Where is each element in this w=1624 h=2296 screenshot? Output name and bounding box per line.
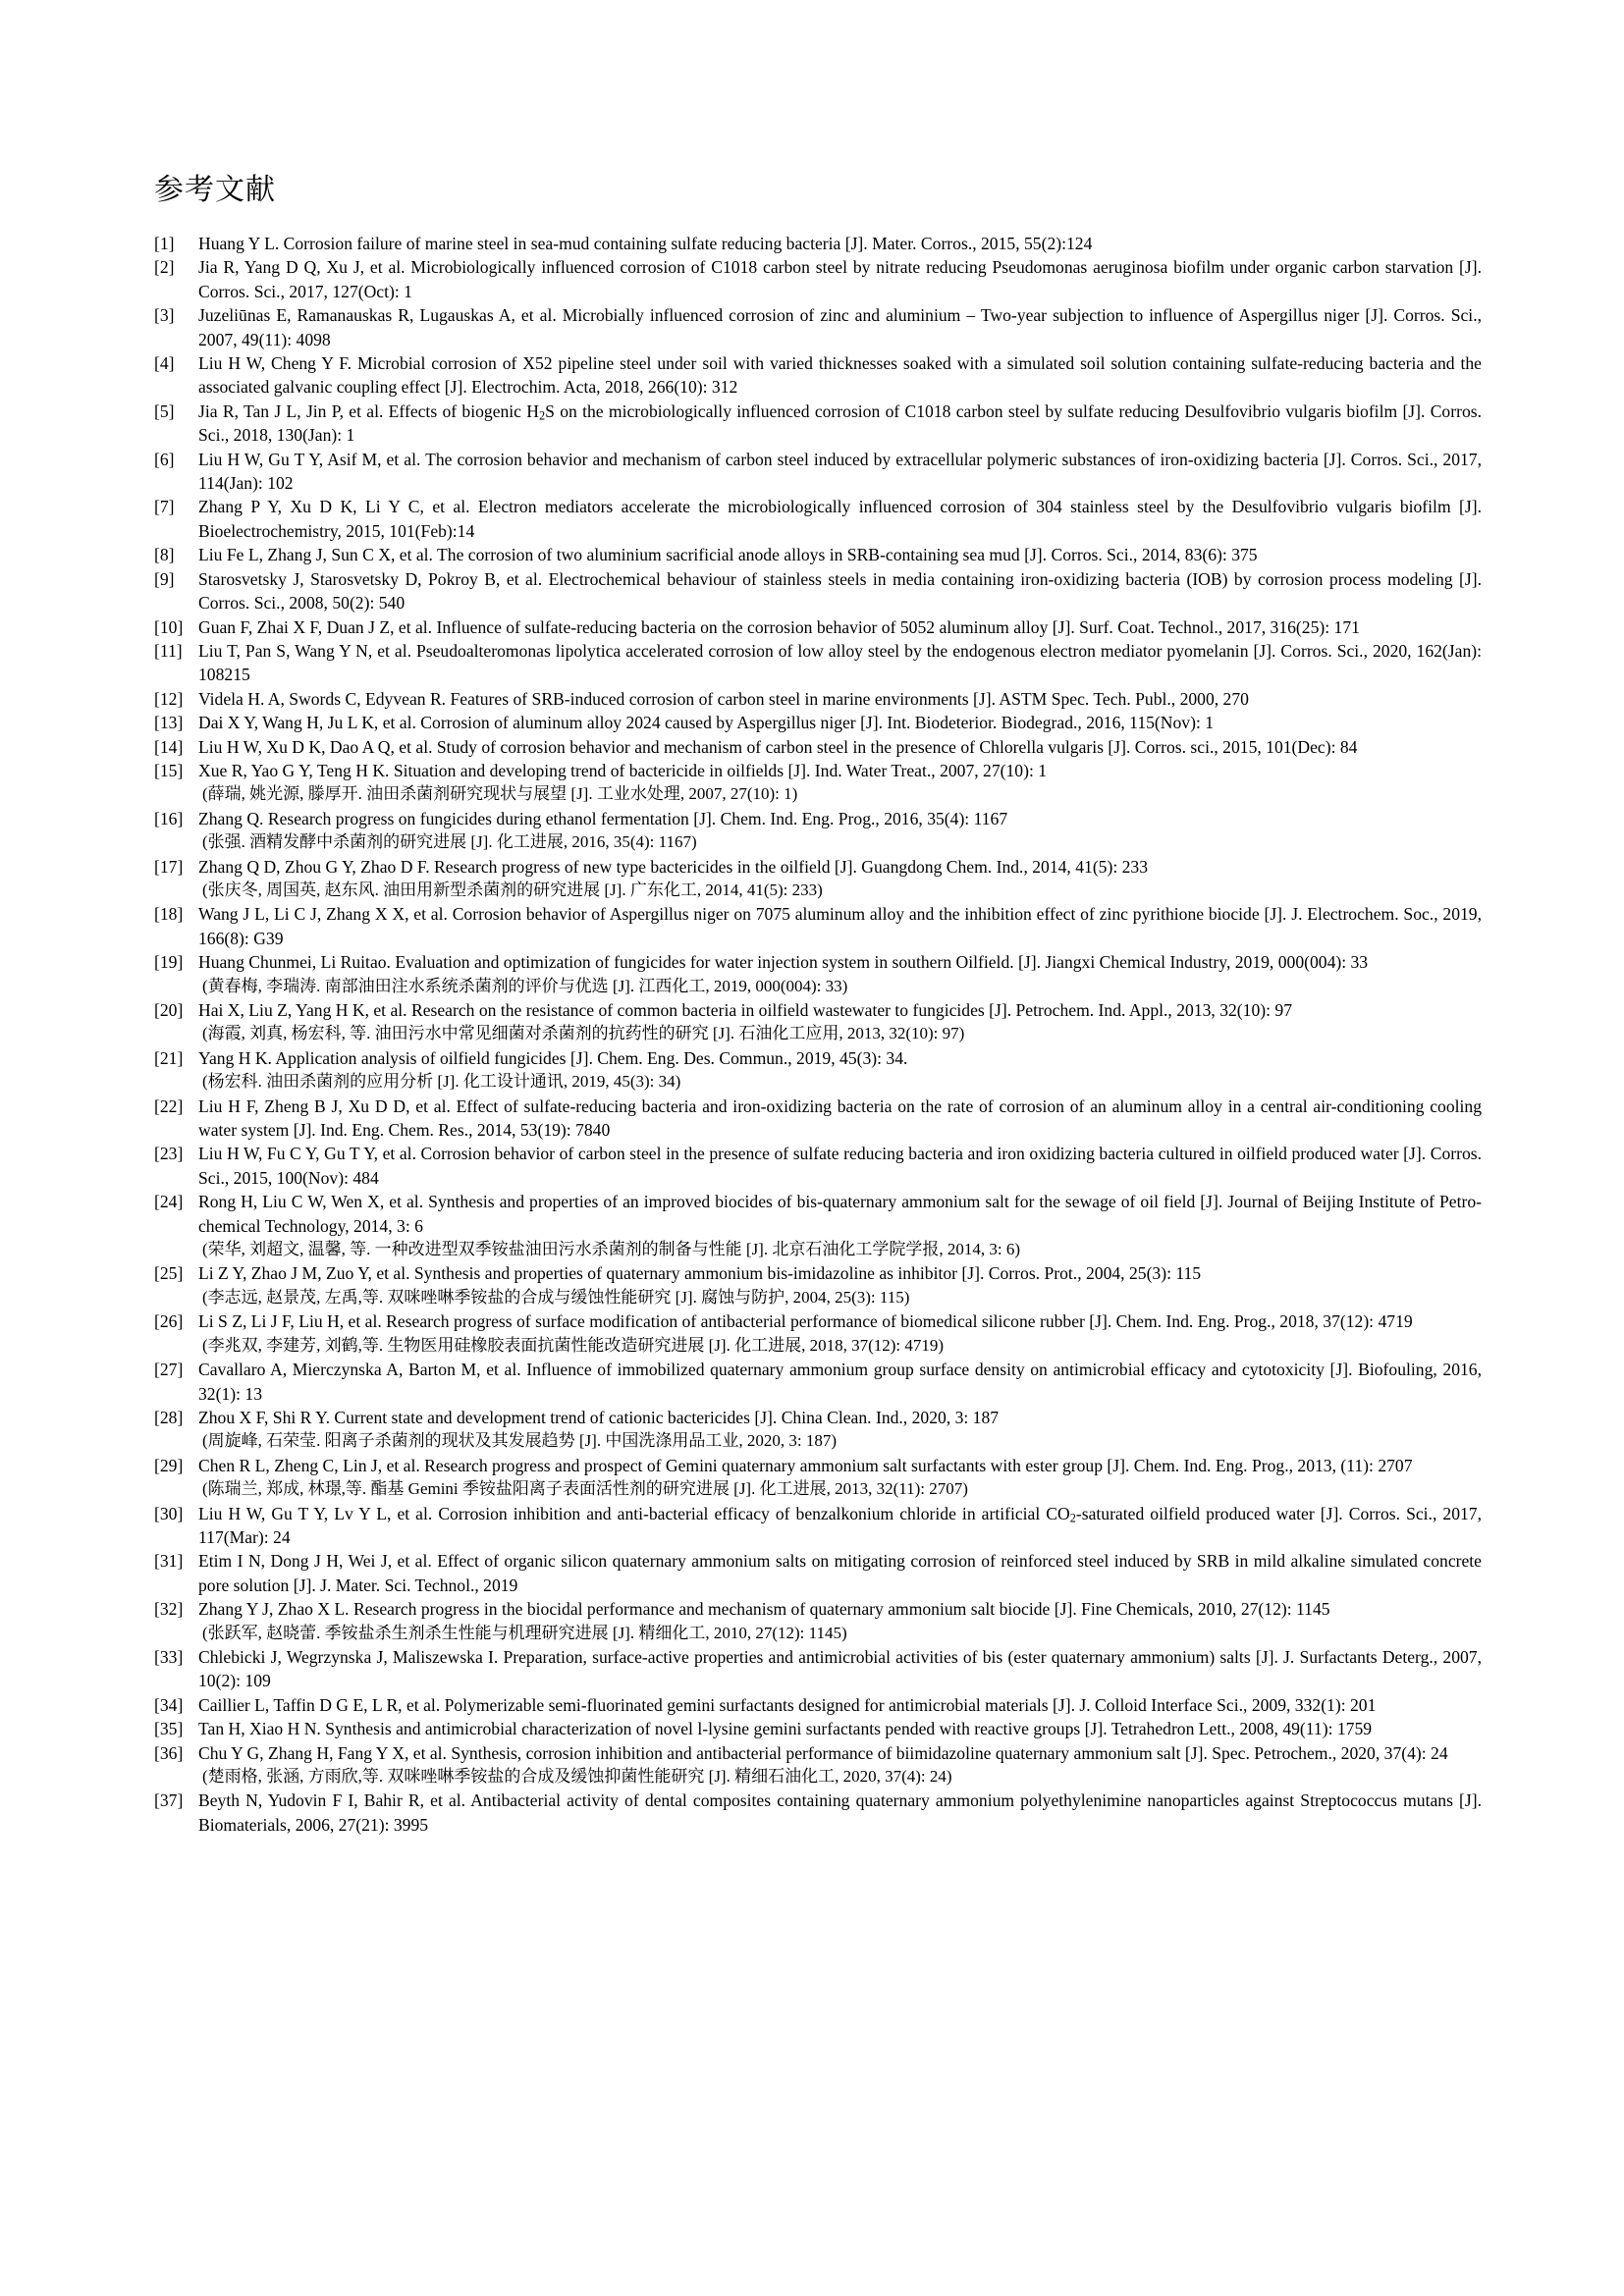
reference-item [154, 1095, 1482, 1143]
reference-item [154, 759, 1482, 807]
reference-text: Guan F, Zhai X F, Duan J Z, et al. Influence of sulfate-reducing bacteria on the corrosion behavior of 5052 aluminum alloy [J]. Surf. Coat. Technol., 2017, 316(25): 171 [198, 616, 1360, 637]
reference-text: Chen R L, Zheng C, Lin J, et al. Research progress and prospect of Gemini quaternary ammonium salt surfactants with ester group [J]. Chem. Ind. Eng. Prog., 2013, (11): 2707 [198, 1455, 1413, 1475]
reference-text: Wang J L, Li C J, Zhang X X, et al. Corrosion behavior of Aspergillus niger on 7075 aluminum alloy and the inhibition effect of zinc pyrithione biocide [J]. J. Electrochem. Soc., 2019, 166(8): G39 [198, 904, 1482, 948]
reference-text: Chlebicki J, Wegrzynska J, Maliszewska I. Preparation, surface-active properties and antimicrobial activities of bis (ester quaternary ammonium) salts [J]. J. Surfactants Deterg., 2007, 10(2): 109 [198, 1646, 1482, 1691]
references-heading: 参考文献 [154, 173, 276, 207]
reference-number: [23] [154, 1144, 184, 1164]
reference-item [154, 303, 1482, 351]
reference-number: [21] [154, 1047, 184, 1068]
reference-number: [30] [154, 1503, 184, 1523]
reference-item [154, 615, 1482, 639]
reference-item [154, 902, 1482, 950]
reference-number: [8] [154, 545, 175, 565]
reference-item [154, 1597, 1482, 1645]
reference-number: [35] [154, 1719, 184, 1739]
reference-item [154, 351, 1482, 400]
reference-chinese-translation: (张强. 酒精发酵中杀菌剂的研究进展 [J]. 化工进展, 2016, 35(4): 1167) [202, 832, 697, 852]
reference-chinese-translation: (陈瑞兰, 郑成, 林璟,等. 酯基 Gemini 季铵盐阳离子表面活性剂的研究进展 [J]. 化工进展, 2013, 32(11): 2707) [202, 1479, 968, 1499]
reference-number: [18] [154, 904, 184, 925]
reference-text: Cavallaro A, Mierczynska A, Barton M, et al. Influence of immobilized quaternary ammonium group surface density on antimicrobial efficacy and cytotoxicity [J]. Biofouling, 2016, 32(1): 13 [198, 1360, 1482, 1404]
reference-number: [11] [154, 640, 183, 661]
reference-number: [37] [154, 1790, 184, 1811]
reference-text: Yang H K. Application analysis of oilfield fungicides [J]. Chem. Eng. Des. Commun., 2019, 45(3): 34. [198, 1047, 908, 1068]
reference-item [154, 1741, 1482, 1789]
reference-number: [28] [154, 1407, 184, 1427]
reference-item [154, 1261, 1482, 1309]
reference-number: [16] [154, 808, 184, 828]
reference-number: [7] [154, 497, 175, 517]
reference-chinese-translation: (荣华, 刘超文, 温馨, 等. 一种改进型双季铵盐油田污水杀菌剂的制备与性能 [J]. 北京石油化工学院学报, 2014, 3: 6) [202, 1240, 1020, 1259]
reference-number: [5] [154, 400, 175, 421]
reference-chinese-translation: (张跃军, 赵晓蕾. 季铵盐杀生剂杀生性能与机理研究进展 [J]. 精细化工, 2010, 27(12): 1145) [202, 1623, 847, 1642]
reference-text: Liu H F, Zheng B J, Xu D D, et al. Effect of sulfate-reducing bacteria and iron-oxidizing bacteria on the rate of corrosion of an aluminum alloy in a central air-conditioning cooling water system [J]. Ind. Eng. Chem. Res., 2014, 53(19): 7840 [198, 1095, 1482, 1141]
reference-item [154, 1142, 1482, 1190]
reference-chinese-translation: (张庆冬, 周国英, 赵东风. 油田用新型杀菌剂的研究进展 [J]. 广东化工, 2014, 41(5): 233) [202, 880, 823, 899]
reference-number: [14] [154, 736, 184, 757]
reference-number: [17] [154, 856, 184, 877]
reference-item [154, 567, 1482, 615]
reference-item [154, 687, 1482, 711]
reference-text: Chu Y G, Zhang H, Fang Y X, et al. Synthesis, corrosion inhibition and antibacterial performance of biimidazoline quaternary ammonium salt [J]. Spec. Petrochem., 2020, 37(4): 24 [198, 1742, 1448, 1763]
reference-item [154, 735, 1482, 759]
reference-item [154, 1454, 1482, 1502]
reference-subscript: 2 [1069, 1510, 1076, 1524]
reference-number: [33] [154, 1646, 184, 1667]
reference-item [154, 998, 1482, 1046]
reference-number: [3] [154, 305, 175, 326]
reference-item [154, 711, 1482, 734]
reference-text: Zhang Q. Research progress on fungicides during ethanol fermentation [J]. Chem. Ind. Eng. Prog., 2016, 35(4): 1167 [198, 808, 1008, 828]
reference-text: Juzeliūnas E, Ramanauskas R, Lugauskas A, et al. Microbially influenced corrosion of zinc and aluminium – Two-year subjection to influence of Aspergillus niger [J]. Corros. Sci., 2007, 49(11): 4098 [198, 305, 1482, 349]
reference-text: Xue R, Yao G Y, Teng H K. Situation and developing trend of bactericide in oilfields [J]. Ind. Water Treat., 2007, 27(10): 1 [198, 760, 1048, 780]
reference-chinese-translation: (楚雨格, 张涵, 方雨欣,等. 双咪唑啉季铵盐的合成及缓蚀抑菌性能研究 [J]. 精细石油化工, 2020, 37(4): 24) [202, 1767, 952, 1786]
reference-item [154, 232, 1482, 255]
reference-text: Rong H, Liu C W, Wen X, et al. Synthesis and properties of an improved biocides of bis-quaternary ammonium salt for the sewage of oil field [J]. Journal of Beijing Institute of Petro-chemical Technology, 2014, 3: 6 [198, 1192, 1482, 1236]
reference-text: Starosvetsky J, Starosvetsky D, Pokroy B, et al. Electrochemical behaviour of stainless steels in media containing iron-oxidizing bacteria (IOB) by corrosion process modeling [J]. Corros. Sci., 2008, 50(2): 540 [198, 568, 1482, 614]
reference-item [154, 1309, 1482, 1358]
reference-chinese-translation: (薛瑞, 姚光源, 滕厚开. 油田杀菌剂研究现状与展望 [J]. 工业水处理, 2007, 27(10): 1) [202, 784, 798, 804]
reference-item [154, 1789, 1482, 1837]
reference-item [154, 807, 1482, 855]
reference-text: Hai X, Liu Z, Yang H K, et al. Research on the resistance of common bacteria in oilfield wastewater to fungicides [J]. Petrochem. Ind. Appl., 2013, 32(10): 97 [198, 1000, 1292, 1020]
reference-text: Liu H W, Cheng Y F. Microbial corrosion of X52 pipeline steel under soil with varied thicknesses soaked with a simulated soil solution containing sulfate-reducing bacteria and the associated galvanic coupling effect [J]. Electrochim. Acta, 2018, 266(10): 312 [198, 353, 1482, 398]
reference-text: Videla H. A, Swords C, Edyvean R. Features of SRB-induced corrosion of carbon steel in marine environments [J]. ASTM Spec. Tech. Publ., 2000, 270 [198, 688, 1249, 709]
reference-number: [9] [154, 568, 175, 589]
reference-number: [29] [154, 1455, 184, 1475]
reference-text: Caillier L, Taffin D G E, L R, et al. Polymerizable semi-fluorinated gemini surfactants designed for antimicrobial materials [J]. J. Colloid Interface Sci., 2009, 332(1): 201 [198, 1694, 1377, 1715]
reference-number: [15] [154, 760, 184, 780]
reference-number: [24] [154, 1192, 184, 1212]
reference-text: Zhou X F, Shi R Y. Current state and development trend of cationic bactericides [J]. China Clean. Ind., 2020, 3: 187 [198, 1407, 1000, 1427]
reference-item [154, 1717, 1482, 1740]
reference-number: [12] [154, 688, 184, 709]
reference-number: [22] [154, 1095, 184, 1116]
reference-text: Jia R, Yang D Q, Xu J, et al. Microbiologically influenced corrosion of C1018 carbon steel by nitrate reducing Pseudomonas aeruginosa biofilm under organic carbon starvation [J]. Corros. Sci., 2017, 127(Oct): 1 [198, 257, 1482, 301]
reference-number: [32] [154, 1599, 184, 1620]
reference-text-part: -saturated oilfield produced water [J]. Corros. Sci., 2017, 117(Mar): 24 [198, 1503, 1482, 1547]
reference-number: [13] [154, 713, 184, 733]
reference-chinese-translation: (黄春梅, 李瑞涛. 南部油田注水系统杀菌剂的评价与优选 [J]. 江西化工, 2019, 000(004): 33) [202, 976, 848, 995]
reference-item [154, 1502, 1482, 1550]
reference-text: Liu Fe L, Zhang J, Sun C X, et al. The corrosion of two aluminium sacrificial anode alloys in SRB-containing sea mud [J]. Corros. Sci., 2014, 83(6): 375 [198, 545, 1258, 565]
reference-text-part: S on the microbiologically influenced corrosion of C1018 carbon steel by sulfate reducing Desulfovibrio vulgaris biofilm [J]. Corros. Sci., 2018, 130(Jan): 1 [198, 400, 1482, 446]
reference-number: [26] [154, 1311, 184, 1332]
reference-number: [10] [154, 616, 184, 637]
reference-item [154, 495, 1482, 543]
reference-text [198, 400, 1482, 448]
reference-item [154, 543, 1482, 566]
reference-item [154, 1046, 1482, 1095]
reference-item [154, 1358, 1482, 1406]
reference-text: Liu H W, Fu C Y, Gu T Y, et al. Corrosion behavior of carbon steel in the presence of sulfate reducing bacteria and iron oxidizing bacteria cultured in oilfield produced water [J]. Corros. Sci., 2015, 100(Nov): 484 [198, 1144, 1482, 1188]
reference-text: Li Z Y, Zhao J M, Zuo Y, et al. Synthesis and properties of quaternary ammonium bis-imidazoline as inhibitor [J]. Corros. Prot., 2004, 25(3): 115 [198, 1263, 1202, 1284]
reference-number: [1] [154, 234, 175, 253]
reference-item [154, 639, 1482, 687]
reference-item [154, 1406, 1482, 1454]
reference-text: Liu H W, Xu D K, Dao A Q, et al. Study of corrosion behavior and mechanism of carbon steel in the presence of Chlorella vulgaris [J]. Corros. sci., 2015, 101(Dec): 84 [198, 736, 1358, 757]
reference-number: [2] [154, 257, 175, 278]
reference-item [154, 400, 1482, 448]
reference-text: Huang Chunmei, Li Ruitao. Evaluation and optimization of fungicides for water injection system in southern Oilfield. [J]. Jiangxi Chemical Industry, 2019, 000(004): 33 [198, 952, 1369, 973]
reference-text [198, 1502, 1482, 1550]
reference-number: [25] [154, 1263, 184, 1284]
reference-text: Tan H, Xiao H N. Synthesis and antimicrobial characterization of novel l-lysine gemini surfactants pended with reactive groups [J]. Tetrahedron Lett., 2008, 49(11): 1759 [198, 1719, 1373, 1739]
reference-number: [36] [154, 1742, 184, 1763]
reference-text: Beyth N, Yudovin F I, Bahir R, et al. Antibacterial activity of dental composites containing quaternary ammonium polyethylenimine nanoparticles against Streptococcus mutans [J]. Biomaterials, 2006, 27(21): 3995 [198, 1790, 1482, 1835]
reference-text: Zhang Y J, Zhao X L. Research progress in the biocidal performance and mechanism of quaternary ammonium salt biocide [J]. Fine Chemicals, 2010, 27(12): 1145 [198, 1599, 1330, 1620]
reference-chinese-translation: (海霞, 刘真, 杨宏科, 等. 油田污水中常见细菌对杀菌剂的抗药性的研究 [J]. 石油化工应用, 2013, 32(10): 97) [202, 1024, 965, 1043]
reference-number: [31] [154, 1551, 184, 1572]
reference-item [154, 1549, 1482, 1597]
reference-subscript: 2 [539, 408, 546, 423]
reference-item [154, 855, 1482, 903]
reference-chinese-translation: (周旋峰, 石荣莹. 阳离子杀菌剂的现状及其发展趋势 [J]. 中国洗涤用品工业, 2020, 3: 187) [202, 1431, 837, 1451]
reference-text: Zhang Q D, Zhou G Y, Zhao D F. Research progress of new type bactericides in the oilfield [J]. Guangdong Chem. Ind., 2014, 41(5): 233 [198, 856, 1149, 877]
reference-chinese-translation: (杨宏科. 油田杀菌剂的应用分析 [J]. 化工设计通讯, 2019, 45(3): 34) [202, 1072, 681, 1092]
reference-item [154, 1693, 1482, 1717]
reference-text: Dai X Y, Wang H, Ju L K, et al. Corrosion of aluminum alloy 2024 caused by Aspergillus niger [J]. Int. Biodeterior. Biodegrad., 2016, 115(Nov): 1 [198, 713, 1215, 733]
reference-text-part: Liu H W, Gu T Y, Lv Y L, et al. Corrosion inhibition and anti-bacterial efficacy of benzalkonium chloride in artificial CO [198, 1503, 1070, 1523]
reference-item [154, 448, 1482, 496]
reference-item [154, 950, 1482, 998]
reference-text: Etim I N, Dong J H, Wei J, et al. Effect of organic silicon quaternary ammonium salts on mitigating corrosion of reinforced steel induced by SRB in mild alkaline simulated concrete pore solution [J]. J. Mater. Sci. Technol., 2019 [198, 1551, 1482, 1595]
reference-number: [27] [154, 1360, 184, 1380]
reference-text: Li S Z, Li J F, Liu H, et al. Research progress of surface modification of antibacterial performance of biomedical silicone rubber [J]. Chem. Ind. Eng. Prog., 2018, 37(12): 4719 [198, 1311, 1413, 1332]
reference-number: [20] [154, 1000, 184, 1020]
reference-text: Zhang P Y, Xu D K, Li Y C, et al. Electron mediators accelerate the microbiologically influenced corrosion of 304 stainless steel by the Desulfovibrio vulgaris biofilm [J]. Bioelectrochemistry, 2015, 101(Feb):14 [198, 497, 1482, 541]
reference-text-part: Jia R, Tan J L, Jin P, et al. Effects of biogenic H [198, 400, 539, 421]
reference-item [154, 1645, 1482, 1693]
reference-number: [19] [154, 952, 184, 973]
reference-item [154, 1190, 1482, 1261]
reference-number: [6] [154, 449, 175, 469]
reference-number: [4] [154, 353, 175, 374]
reference-list [154, 232, 1482, 1837]
reference-text: Huang Y L. Corrosion failure of marine steel in sea-mud containing sulfate reducing bacteria [J]. Mater. Corros., 2015, 55(2):124 [198, 234, 1093, 253]
reference-item [154, 255, 1482, 303]
reference-number: [34] [154, 1694, 184, 1715]
reference-chinese-translation: (李兆双, 李建芳, 刘鹤,等. 生物医用硅橡胶表面抗菌性能改造研究进展 [J]. 化工进展, 2018, 37(12): 4719) [202, 1335, 945, 1355]
reference-text: Liu T, Pan S, Wang Y N, et al. Pseudoalteromonas lipolytica accelerated corrosion of low alloy steel by the endogenous electron mediator pyomelanin [J]. Corros. Sci., 2020, 162(Jan): 108215 [198, 640, 1482, 685]
reference-text: Liu H W, Gu T Y, Asif M, et al. The corrosion behavior and mechanism of carbon steel induced by extracellular polymeric substances of iron-oxidizing bacteria [J]. Corros. Sci., 2017, 114(Jan): 102 [198, 449, 1482, 494]
reference-chinese-translation: (李志远, 赵景茂, 左禹,等. 双咪唑啉季铵盐的合成与缓蚀性能研究 [J]. 腐蚀与防护, 2004, 25(3): 115) [202, 1287, 910, 1307]
